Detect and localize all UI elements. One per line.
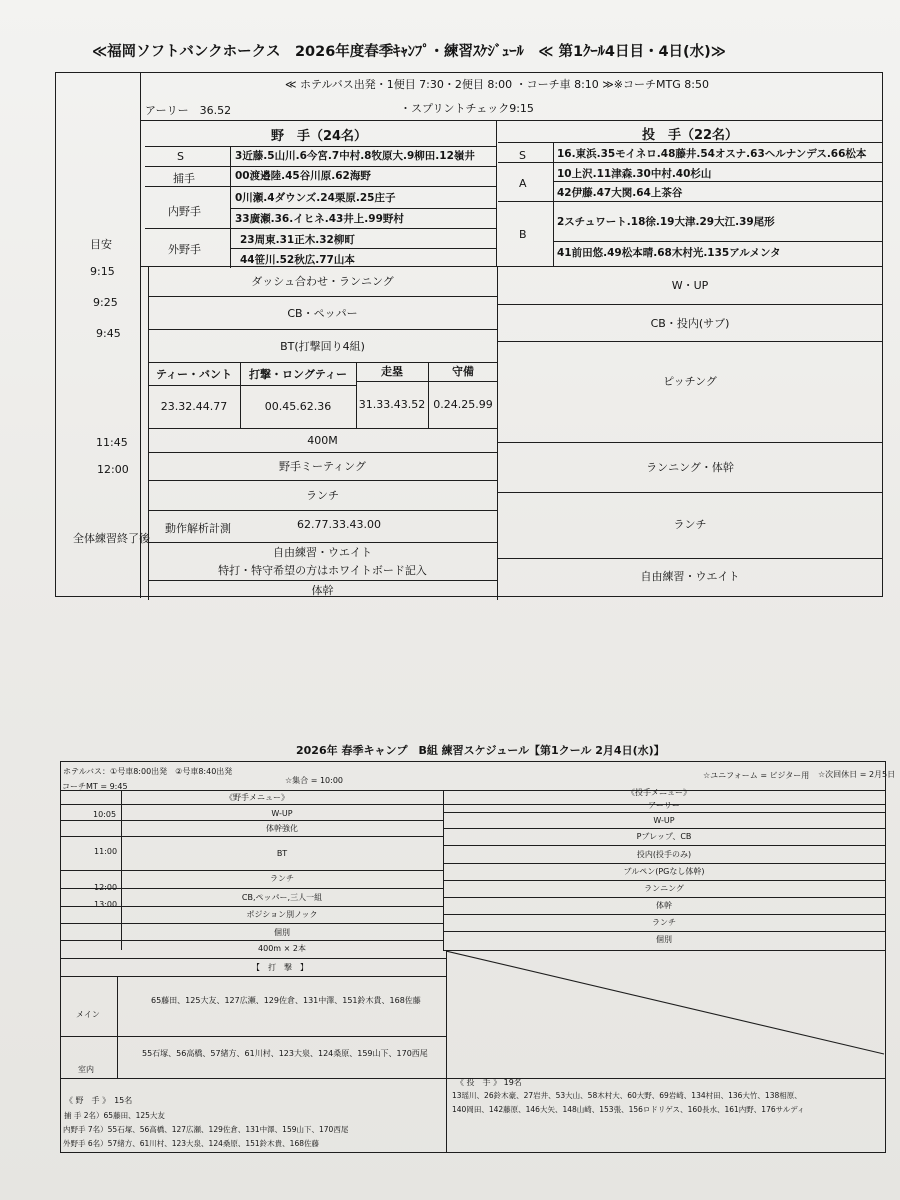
pitcher-row-s-label: S	[519, 149, 526, 162]
fielder-sub-header-tee: ティー・バント	[155, 368, 233, 381]
pitcher-row-a-names-2: 42伊藤.47大関.64上茶谷	[557, 187, 683, 199]
fielder-free-weight: 自由練習・ウエイト	[273, 546, 372, 559]
bottom-next-off: ☆次回休日 = 2月5日	[818, 770, 896, 779]
pitchers-header: 投 手（22名）	[641, 127, 739, 143]
pitcher-lunch: ランチ	[673, 518, 707, 531]
time-1200: 12:00	[97, 463, 129, 476]
fielder-sub-header-defense: 守備	[452, 365, 474, 378]
early-info: アーリー 36.52	[145, 104, 232, 117]
bottom-fielder-core-strength: 体幹強化	[266, 823, 298, 833]
fielder-400m: 400M	[307, 433, 338, 447]
bus-info: ≪ ホテルバス出発・1便目 7:30・2便目 8:00 ・コーチ車 8:10 ≫※コーチMTG 8:50	[285, 78, 709, 91]
pitcher-wup: W・UP	[671, 279, 709, 292]
batting-main-names: 65藤田、125大友、127広瀬、129佐倉、131中澤、151鈴木貴、168佐藤	[151, 996, 421, 1005]
fielder-sub-header-baserun: 走塁	[381, 365, 403, 378]
pitchers-count: 《 投 手 》 19名	[456, 1078, 522, 1087]
batting-main-label: メイン	[76, 1010, 100, 1019]
fielder-row-catcher-names: 00渡邉陸.45谷川原.62海野	[235, 170, 371, 182]
fielder-row-outfield-names-1: 23周東.31正木.32柳町	[240, 234, 355, 246]
pitchers-list-1: 13瑶川、26鈴木豪、27岩井、53大山、58木村大、60大野、69岩崎、134村田、136大竹、138相原、	[452, 1091, 802, 1100]
blank-area-diagonal	[446, 950, 886, 1060]
bottom-pitcher-individual: 個別	[656, 934, 672, 944]
bottom-time-1005: 10:05	[93, 810, 117, 819]
fielder-core: 体幹	[311, 584, 334, 597]
bottom-pitcher-running: ランニング	[644, 883, 684, 893]
fielder-sub-value-tee: 23.32.44.77	[160, 399, 228, 413]
bottom-time-1200: 12:00	[94, 883, 118, 892]
fielder-row-infield-label: 内野手	[168, 205, 201, 218]
fielder-cb-pepper: CB・ペッパー	[287, 307, 358, 320]
pitcher-pitching: ピッチング	[663, 375, 717, 388]
bottom-fielder-individual: 個別	[274, 927, 290, 937]
pitcher-running-core: ランニング・体幹	[646, 461, 734, 474]
fielder-sub-value-batting: 00.45.62.36	[264, 399, 332, 413]
fielder-row-s-names: 3近藤.5山川.6今宮.7中村.8牧原大.9柳田.12嶺井	[235, 150, 475, 162]
bottom-fielder-knock: ポジション別ノック	[246, 909, 318, 919]
fielder-sub-value-defense: 0.24.25.99	[433, 397, 493, 411]
bottom-fielder-400m: 400m × 2本	[258, 943, 306, 953]
bottom-pitcher-core: 体幹	[656, 900, 672, 910]
bottom-pitcher-bullpen: ブルペン(PGなし体幹)	[623, 866, 705, 876]
time-after-practice: 全体練習終了後	[73, 532, 150, 545]
bottom-time-1300: 13:00	[94, 900, 118, 909]
fielders-count: 《 野 手 》 15名	[65, 1096, 133, 1105]
bottom-pitcher-early: アーリー	[648, 800, 680, 810]
bottom-pitcher-infield: 投内(投手のみ)	[636, 849, 692, 859]
pitcher-row-a-label: A	[519, 177, 527, 190]
fielders-catchers: 捕 手 2名）65藤田、125大友	[64, 1111, 165, 1120]
fielder-row-outfield-label: 外野手	[168, 243, 201, 256]
fielder-sub-header-batting: 打撃・ロングティー	[249, 368, 347, 381]
pitchers-list-2: 140岡田、142藤原、146大矢、148山崎、153張、156ロドリゲス、160長水、161内野、176サルディ	[452, 1105, 805, 1114]
batting-indoor-names: 55石塚、56高橋、57緒方、61川村、123大泉、124桑原、159山下、170西尾	[142, 1049, 428, 1058]
bottom-pitcher-prep-cb: Pブレップ、CB	[636, 831, 692, 841]
time-meyasu: 目安	[90, 238, 112, 251]
time-0925: 9:25	[93, 296, 118, 309]
fielder-lunch: ランチ	[306, 489, 339, 502]
fielder-row-outfield-names-2: 44笹川.52秋広.77山本	[240, 254, 355, 266]
bottom-fielder-bt: BT	[276, 848, 288, 858]
bottom-gather: ☆集合 = 10:00	[285, 776, 344, 785]
top-title: ≪福岡ソフトバンクホークス 2026年度春季ｷｬﾝﾌﾟ・練習ｽｹｼﾞｭｰﾙ ≪ 第1ｸｰﾙ4日目・4日(水)≫	[92, 44, 726, 60]
fielder-row-infield-names-1: 0川瀬.4ダウンズ.24栗原.25庄子	[235, 192, 396, 204]
pitcher-free-weight: 自由練習・ウエイト	[640, 570, 740, 583]
motion-analysis-label: 動作解析計測	[165, 522, 231, 535]
time-0945: 9:45	[96, 327, 121, 340]
time-0915: 9:15	[90, 265, 115, 278]
fielder-dash-running: ダッシュ合わせ・ランニング	[251, 275, 394, 288]
motion-analysis-value: 62.77.33.43.00	[297, 518, 381, 531]
fielders-outfielders: 外野手 6名）57緒方、61川村、123大泉、124桑原、151鈴木貴、168佐藤	[63, 1139, 320, 1148]
bottom-fielder-menu-header: 《野手メニュー》	[225, 793, 289, 802]
bottom-title: 2026年 春季キャンプ B組 練習スケジュール【第1クール 2月4日(水)】	[296, 744, 665, 757]
fielder-row-catcher-label: 捕手	[173, 172, 195, 185]
bottom-fielder-cb-pepper: CB,ペッパー,三人一組	[241, 892, 323, 902]
bottom-bus: ホテルバス：①号車8:00出発 ②号車8:40出発	[63, 767, 233, 776]
time-1145: 11:45	[96, 436, 128, 449]
fielders-infielders: 内野手 7名）55石塚、56高橋、127広瀬、129佐倉、131中澤、159山下、170西尾	[63, 1125, 349, 1134]
batting-header: 【 打 撃 】	[252, 962, 308, 972]
bottom-coach-mt: コーチMT = 9:45	[62, 782, 128, 791]
bottom-pitcher-wup: W-UP	[653, 815, 675, 825]
pitcher-row-b-names-2: 41前田悠.49松本晴.68木村光.135アルメンタ	[557, 247, 781, 259]
pitcher-cb-infield: CB・投内(サブ)	[650, 317, 730, 330]
bottom-uniform: ☆ユニフォーム = ビジター用	[703, 771, 810, 780]
fielder-row-s-label: S	[177, 150, 184, 163]
fielder-row-infield-names-2: 33廣瀬.36.イヒネ.43井上.99野村	[235, 213, 404, 225]
pitcher-row-b-label: B	[519, 228, 527, 241]
bottom-fielder-lunch: ランチ	[270, 873, 294, 883]
fielder-bt: BT(打撃回り4組)	[280, 340, 365, 353]
sprint-check: ・スプリントチェック9:15	[400, 102, 534, 115]
pitcher-row-b-names-1: 2スチュワート.18徐.19大津.29大江.39尾形	[557, 216, 775, 228]
fielders-header: 野 手（24名）	[270, 128, 368, 144]
pitcher-row-s-names: 16.東浜.35モイネロ.48藤井.54オスナ.63ヘルナンデス.66松本	[557, 148, 867, 160]
fielder-special-note: 特打・特守希望の方はホワイトボード記入	[218, 564, 427, 577]
bottom-pitcher-menu-header: 《投手メニュー》	[627, 788, 691, 797]
bottom-pitcher-lunch: ランチ	[652, 917, 676, 927]
pitcher-row-a-names-1: 10上沢.11津森.30中村.40杉山	[557, 168, 712, 180]
fielder-sub-value-baserun: 31.33.43.52	[358, 397, 426, 411]
batting-indoor-label: 室内	[78, 1065, 94, 1074]
bottom-fielder-wup: W-UP	[271, 808, 293, 818]
bottom-time-1100: 11:00	[94, 847, 118, 856]
fielder-meeting: 野手ミーティング	[279, 460, 366, 473]
